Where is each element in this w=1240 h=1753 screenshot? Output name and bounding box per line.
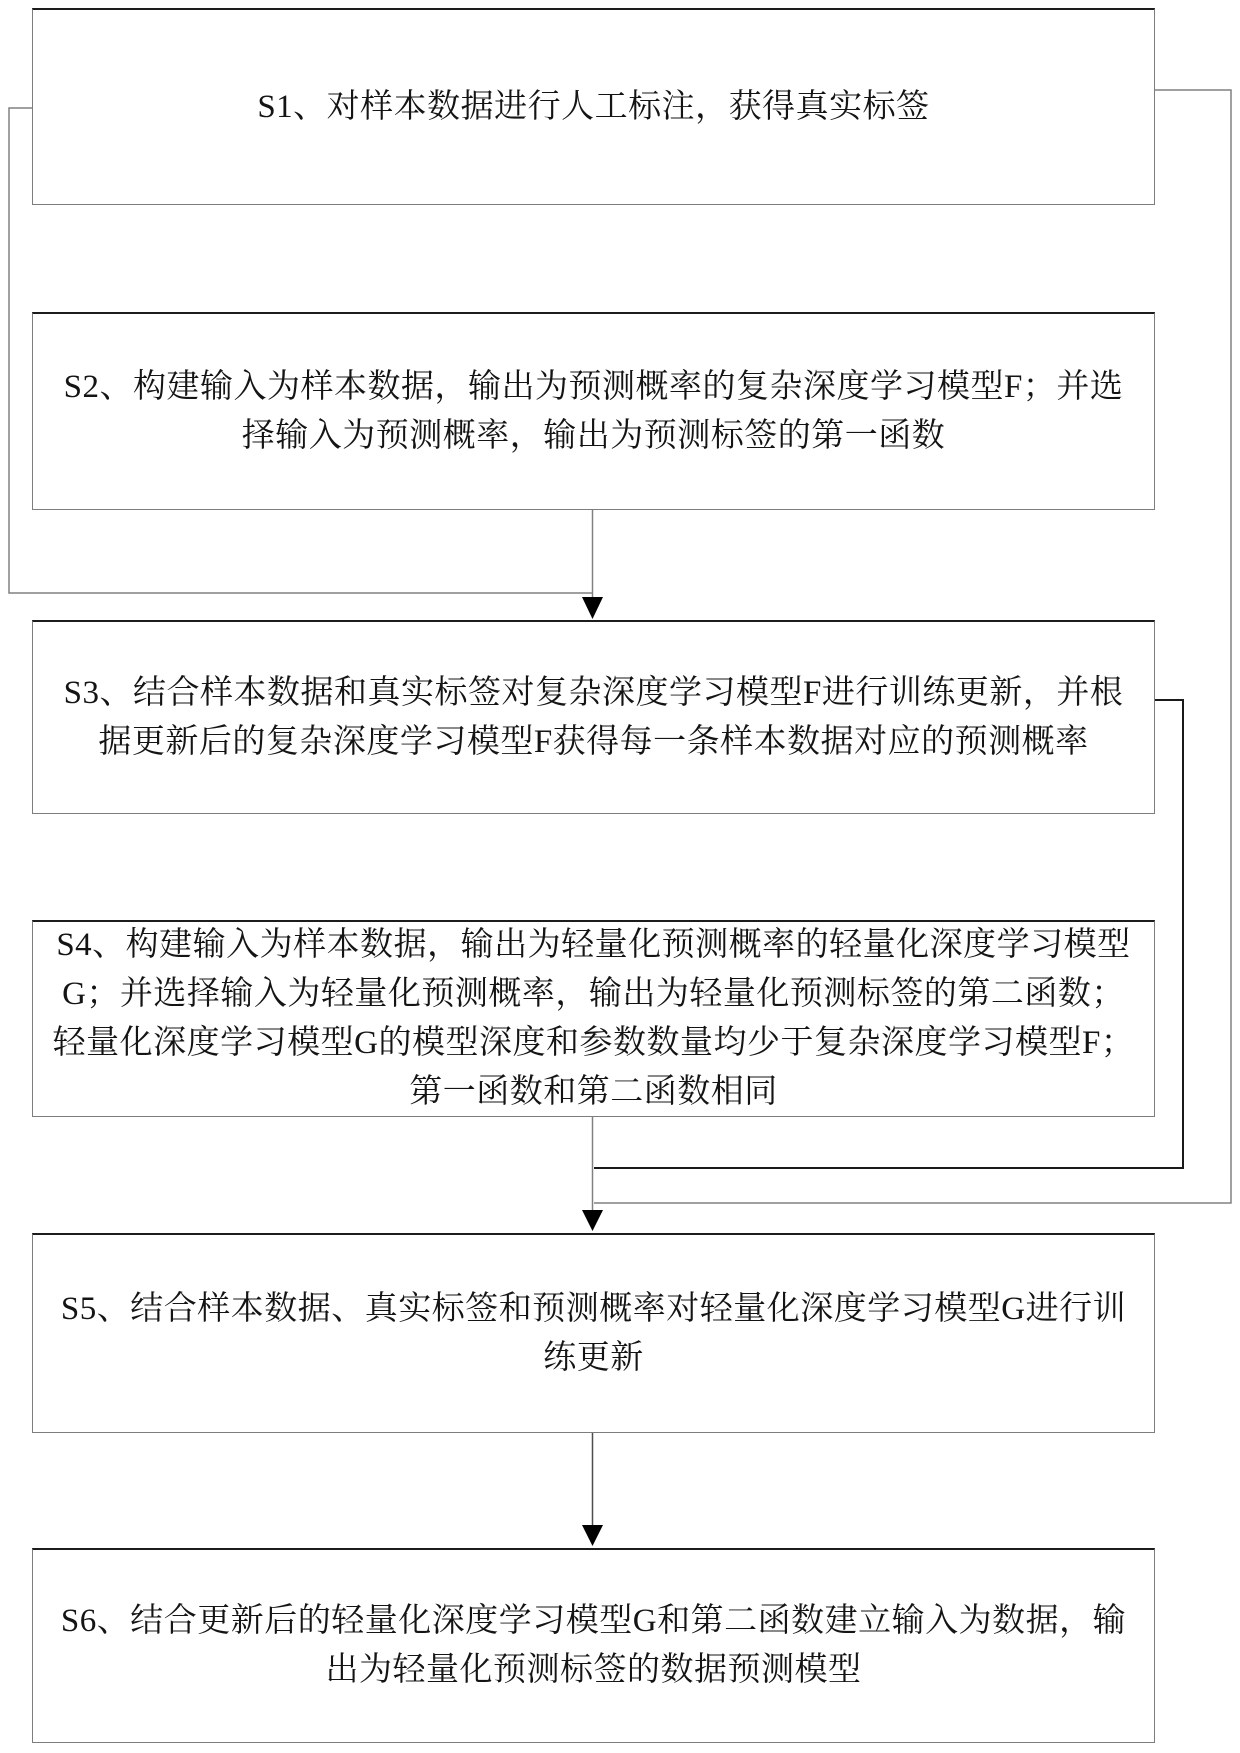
arrowhead-icon — [582, 597, 603, 619]
step-text-line: S3、结合样本数据和真实标签对复杂深度学习模型F进行训练更新，并根 — [63, 674, 1124, 711]
step-text-line: S6、结合更新后的轻量化深度学习模型G和第二函数建立输入为数据，输 — [60, 1603, 1127, 1639]
step-text-line: S1、对样本数据进行人工标注，获得真实标签 — [257, 88, 930, 125]
step-text-line: S4、构建输入为样本数据，输出为轻量化预测概率的轻量化深度学习模型 — [56, 927, 1131, 963]
step-text-line: 练更新 — [543, 1339, 644, 1376]
step-text-line: 第一函数和第二函数相同 — [409, 1074, 778, 1110]
flow-step-s2 — [32, 312, 1155, 510]
step-text-line: 轻量化深度学习模型G的模型深度和参数数量均少于复杂深度学习模型F； — [52, 1025, 1135, 1061]
step-text-line: S5、结合样本数据、真实标签和预测概率对轻量化深度学习模型G进行训 — [60, 1290, 1127, 1327]
arrowhead-icon — [582, 1525, 603, 1546]
flow-step-s4 — [32, 920, 1155, 1117]
flow-step-s5 — [32, 1233, 1155, 1433]
flow-step-s1 — [32, 8, 1155, 205]
step-text-line: 择输入为预测概率，输出为预测标签的第一函数 — [241, 417, 946, 454]
step-text-line: 出为轻量化预测标签的数据预测模型 — [325, 1652, 862, 1688]
flow-step-s3 — [32, 620, 1155, 814]
step-text-line: 据更新后的复杂深度学习模型F获得每一条样本数据对应的预测概率 — [98, 723, 1089, 760]
arrowhead-icon — [582, 1210, 603, 1231]
step-text-line: G；并选择输入为轻量化预测概率，输出为轻量化预测标签的第二函数； — [62, 976, 1125, 1012]
flow-step-s6 — [32, 1548, 1155, 1743]
step-text-line: S2、构建输入为样本数据，输出为预测概率的复杂深度学习模型F；并选 — [63, 368, 1124, 405]
